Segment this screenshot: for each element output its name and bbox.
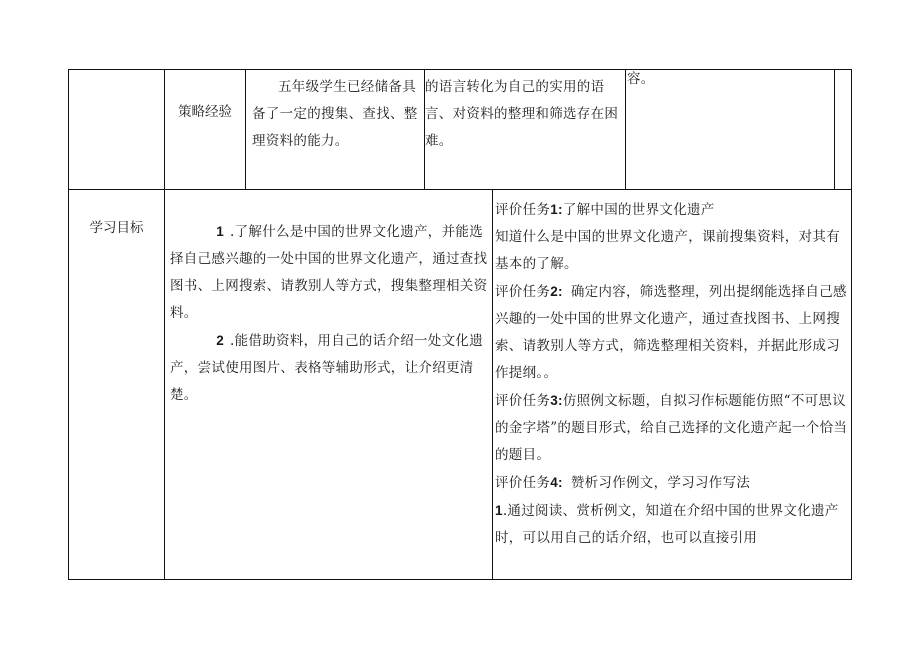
task-2 bbox=[495, 278, 849, 387]
strategy-col2-text bbox=[425, 74, 625, 155]
label-column-divider bbox=[164, 69, 165, 579]
task-1-title: 了解中国的世界文化遗产 bbox=[562, 202, 715, 218]
table-right-border bbox=[851, 69, 852, 579]
table-bottom-border bbox=[68, 579, 852, 580]
task-1-number: 1: bbox=[550, 202, 563, 217]
strategy-col3-divider bbox=[625, 69, 626, 189]
goal-text-1: .了解什么是中国的世界文化遗产，并能选择自己感兴趣的一处中国的世界文化遗产，通过查找图书、上网搜索、请教别人等方式，搜集整理相关资料。 bbox=[170, 224, 488, 321]
table-row-divider bbox=[68, 189, 852, 190]
task-3-body: 仿照例文标题，自拟习作标题能仿照“不可思议的金字塔”的题目形式，给自己选择的文化遗产起一个恰当的题目。 bbox=[495, 393, 848, 463]
task-4 bbox=[495, 469, 849, 497]
strategy-col4-divider bbox=[834, 69, 835, 189]
task-2-body: 确定内容，筛选整理，列出提纲能选择自己感兴趣的一处中国的世界文化遗产，通过查找图书、上网搜索、请教别人等方式，筛选整理相关资料，并据此形成习作提纲。。 bbox=[495, 284, 847, 381]
tasks-list bbox=[495, 196, 849, 552]
strategy-col3-paragraph: 容。 bbox=[627, 71, 655, 87]
task-3-prefix: 评价任务 bbox=[495, 393, 551, 409]
task-4-item-number: 1 bbox=[495, 503, 503, 518]
task-1-heading bbox=[495, 196, 849, 224]
strategy-col2-paragraph: 的语言转化为自己的实用的语言、对资料的整理和筛选存在困难。 bbox=[425, 79, 619, 149]
goal-item-2 bbox=[170, 327, 488, 409]
task-4-number: 4: bbox=[550, 475, 563, 490]
goals-task-divider bbox=[492, 189, 493, 579]
strategy-label: 策略经验 bbox=[178, 104, 232, 120]
task-4-prefix: 评价任务 bbox=[495, 475, 551, 491]
table-left-border bbox=[68, 69, 69, 579]
strategy-col1-divider bbox=[245, 69, 246, 189]
strategy-col1-paragraph: 五年级学生已经储备具备了一定的搜集、查找、整理资料的能力。 bbox=[252, 79, 418, 149]
goals-label: 学习目标 bbox=[89, 220, 144, 236]
task-4-item-text: .通过阅读、赏析例文，知道在介绍中国的世界文化遗产时，可以用自己的话介绍，也可以直接引用 bbox=[495, 503, 839, 546]
goals-list bbox=[170, 218, 488, 409]
task-2-prefix: 评价任务 bbox=[495, 284, 551, 300]
task-3-number: 3: bbox=[550, 393, 563, 408]
goal-number-1: 1 bbox=[216, 224, 224, 239]
goal-number-2: 2 bbox=[216, 333, 224, 348]
task-1-prefix: 评价任务 bbox=[495, 202, 551, 218]
strategy-col3-text bbox=[627, 66, 827, 93]
task-4-body: 赞析习作例文，学习习作写法 bbox=[570, 475, 751, 491]
task-1-body: 知道什么是中国的世界文化遗产，课前搜集资料，对其有基本的了解。 bbox=[495, 229, 840, 272]
task-2-number: 2: bbox=[550, 284, 563, 299]
goal-item-1 bbox=[170, 218, 488, 327]
goal-text-2: .能借助资料，用自己的话介绍一处文化遗产，尝试使用图片、表格等辅助形式，让介绍更清楚。 bbox=[170, 333, 483, 403]
task-3 bbox=[495, 387, 849, 469]
task-4-item-1 bbox=[495, 497, 849, 552]
strategy-col1-text bbox=[252, 74, 420, 155]
